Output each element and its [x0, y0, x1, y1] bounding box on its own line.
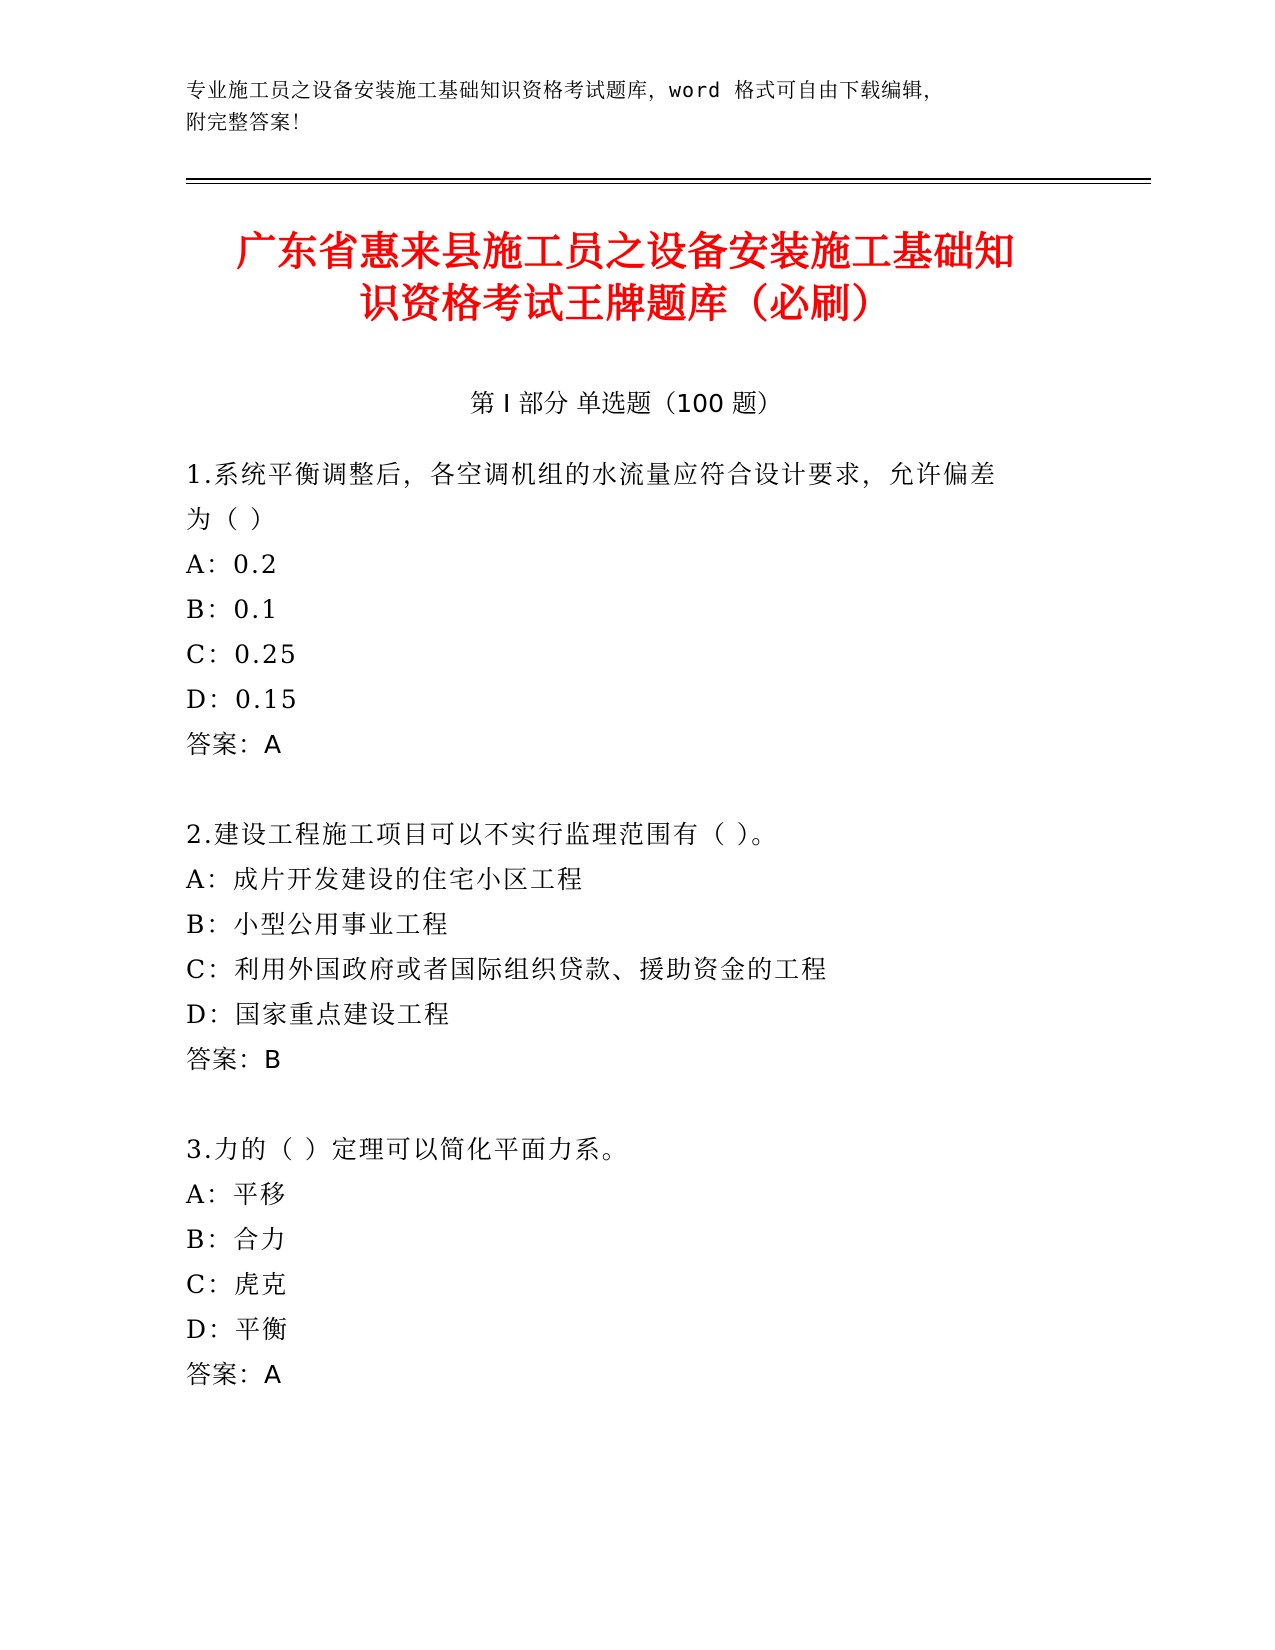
- question-stem: 2.建设工程施工项目可以不实行监理范围有（ ）。: [186, 820, 779, 849]
- question-stem: 3.力的（ ）定理可以简化平面力系。: [186, 1135, 629, 1164]
- question-stem-continued: 为（ ）: [186, 505, 277, 534]
- title-line-2: 识资格考试王牌题库（必刷）: [359, 281, 893, 327]
- option-b: B：合力: [186, 1225, 288, 1254]
- option-a: A：0.2: [186, 550, 279, 579]
- option-c: C：0.25: [186, 640, 298, 669]
- answer-line: 答案：A: [186, 1360, 283, 1389]
- section-heading: 第 I 部分 单选题（100 题）: [470, 389, 782, 418]
- question-stem: 1.系统平衡调整后，各空调机组的水流量应符合设计要求，允许偏差: [186, 460, 997, 489]
- question-1: [186, 452, 1066, 767]
- option-b: B：小型公用事业工程: [186, 910, 450, 939]
- option-a: A：平移: [186, 1180, 288, 1209]
- option-c: C：利用外国政府或者国际组织贷款、援助资金的工程: [186, 955, 829, 984]
- option-d: D：0.15: [186, 685, 299, 714]
- option-a: A：成片开发建设的住宅小区工程: [186, 865, 585, 894]
- header-divider-thin: [186, 183, 1151, 184]
- document-title: [186, 226, 1066, 330]
- header-note-line-2: 附完整答案！: [186, 110, 312, 134]
- option-d: D：国家重点建设工程: [186, 1000, 452, 1029]
- option-d: D：平衡: [186, 1315, 290, 1344]
- document-header-note: [186, 74, 1066, 138]
- option-b: B：0.1: [186, 595, 280, 624]
- question-2: [186, 812, 1066, 1082]
- answer-line: 答案：A: [186, 730, 283, 759]
- answer-line: 答案：B: [186, 1045, 283, 1074]
- question-3: [186, 1127, 1066, 1397]
- option-c: C：虎克: [186, 1270, 289, 1299]
- header-note-line-1: 专业施工员之设备安装施工基础知识资格考试题库，word 格式可自由下载编辑，: [186, 78, 945, 102]
- title-line-1: 广东省惠来县施工员之设备安装施工基础知: [236, 229, 1016, 275]
- header-divider-thick: [186, 178, 1151, 180]
